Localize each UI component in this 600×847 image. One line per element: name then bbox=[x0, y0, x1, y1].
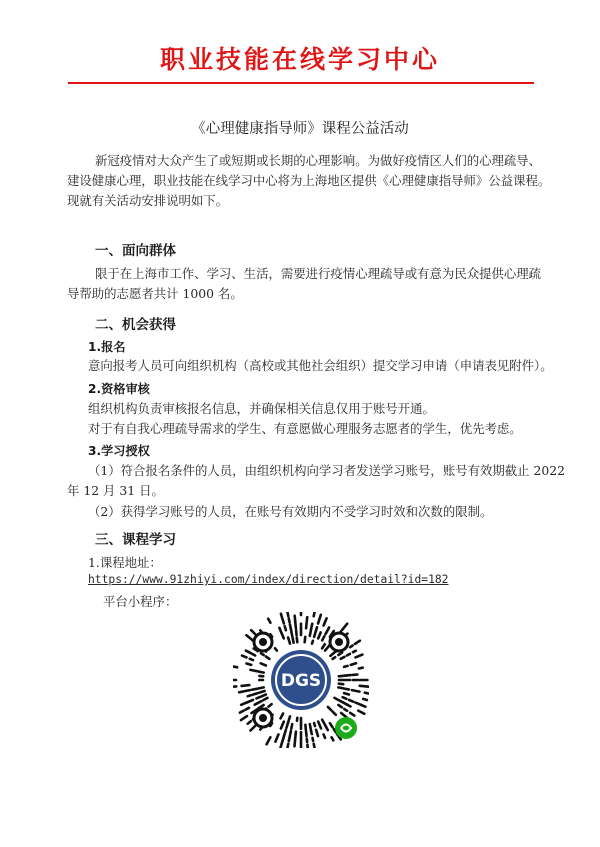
qr-finder-dot bbox=[259, 638, 267, 646]
subheading-review: 2.资格审核 bbox=[88, 382, 150, 396]
course-address-label: 1.课程地址： bbox=[88, 555, 162, 570]
qr-code-mark bbox=[241, 703, 246, 705]
qr-code-mark bbox=[247, 700, 253, 703]
qr-code-mark bbox=[316, 730, 318, 736]
qr-code-mark bbox=[363, 699, 367, 700]
qr-code-mark bbox=[282, 737, 284, 742]
qr-code-mark bbox=[242, 656, 247, 658]
qr-code-mark bbox=[268, 619, 270, 623]
qr-code-mark bbox=[240, 711, 244, 713]
intro-line-3: 现就有关活动安排说明如下。 bbox=[67, 193, 229, 208]
qr-code-mark bbox=[350, 713, 354, 716]
qr-code-mark bbox=[241, 716, 247, 720]
qr-code-mark bbox=[261, 695, 266, 697]
qr-code-mark bbox=[314, 612, 315, 616]
subheading-authorization: 3.学习授权 bbox=[88, 444, 150, 458]
qr-code-mark bbox=[311, 624, 312, 629]
qr-code-mark bbox=[314, 744, 315, 748]
qr-code-mark bbox=[290, 624, 291, 629]
qr-finder-dot bbox=[335, 638, 343, 646]
qr-code-mark bbox=[251, 726, 256, 731]
qr-code-mark bbox=[318, 619, 320, 624]
qr-code-mark bbox=[253, 693, 258, 694]
course-url-link[interactable]: https://www.91zhiyi.com/index/direction/detail?id=182 bbox=[88, 573, 449, 586]
qr-code-mark bbox=[312, 641, 313, 644]
qr-code-mark bbox=[347, 705, 351, 707]
registration-line-1: 意向报考人员可向组织机构（高校或其他社会组织）提交学习申请（申请表见附件）。 bbox=[88, 358, 553, 373]
miniapp-badge-icon bbox=[335, 717, 357, 739]
qr-code-mark bbox=[338, 687, 344, 688]
qr-code-mark bbox=[260, 691, 265, 693]
qr-code-mark bbox=[342, 624, 347, 630]
qr-code-mark bbox=[365, 693, 369, 694]
qr-code-mark bbox=[322, 644, 325, 648]
section-heading-access: 二、机会获得 bbox=[95, 317, 176, 333]
qr-code-mark bbox=[287, 612, 288, 616]
qr-code-mark bbox=[258, 687, 264, 688]
section-heading-audience: 一、面向群体 bbox=[95, 243, 176, 259]
audience-line-2: 导帮助的志愿者共计 1000 名。 bbox=[67, 286, 243, 301]
qr-code-mark bbox=[263, 698, 267, 700]
miniapp-label: 平台小程序： bbox=[103, 594, 178, 609]
qr-code-mark bbox=[275, 735, 278, 742]
qr-code-mark bbox=[339, 684, 343, 685]
qr-code-mark bbox=[281, 722, 284, 729]
qr-code-mark bbox=[296, 630, 297, 635]
qr-code-mark bbox=[332, 737, 334, 740]
qr-code-mark bbox=[279, 628, 281, 632]
audience-line-1: 限于在上海市工作、学习、生活，需要进行疫情心理疏导或有意为民众提供心理疏 bbox=[95, 266, 542, 281]
qr-code-mark bbox=[251, 630, 255, 634]
qr-code-mark bbox=[318, 632, 321, 638]
qr-code-mark bbox=[295, 739, 296, 747]
qr-code-mark bbox=[275, 648, 277, 650]
authorization-line-2: 年 12 月 31 日。 bbox=[67, 483, 164, 498]
qr-code-mark bbox=[328, 707, 332, 711]
intro-line-1: 新冠疫情对大众产生了或短期或长期的心理影响。为做好疫情区人们的心理疏导、 bbox=[95, 153, 542, 168]
title-divider bbox=[68, 82, 534, 84]
authorization-line-1: （1）符合报名条件的人员，由组织机构向学习者发送学习账号，账号有效期截止 2022 bbox=[88, 463, 566, 478]
qr-code-mark bbox=[281, 614, 282, 618]
qr-code-mark bbox=[324, 735, 325, 738]
miniapp-qr-code[interactable] bbox=[233, 612, 369, 748]
qr-finder-dot bbox=[259, 714, 267, 722]
qr-code-mark bbox=[269, 704, 272, 707]
qr-code-mark bbox=[352, 690, 360, 692]
qr-code-mark bbox=[295, 732, 296, 739]
qr-code-mark bbox=[242, 685, 250, 686]
qr-code-mark bbox=[324, 618, 327, 625]
qr-code-mark bbox=[281, 633, 283, 639]
qr-code-mark bbox=[246, 708, 249, 710]
qr-code-mark bbox=[266, 657, 270, 659]
qr-code-mark bbox=[314, 723, 315, 726]
qr-code-mark bbox=[322, 636, 324, 640]
qr-code-mark bbox=[361, 705, 365, 707]
qr-code-mark bbox=[306, 623, 307, 629]
qr-code-mark bbox=[345, 689, 349, 690]
qr-center-text: DGS bbox=[280, 671, 322, 691]
qr-code-mark bbox=[333, 657, 336, 659]
qr-code-mark bbox=[250, 659, 253, 660]
qr-code-mark bbox=[313, 738, 314, 741]
qr-code-mark bbox=[261, 663, 266, 665]
qr-code-mark bbox=[246, 651, 249, 653]
qr-code-mark bbox=[305, 637, 306, 642]
qr-code-mark bbox=[353, 651, 356, 653]
qr-code-mark bbox=[325, 646, 329, 651]
qr-code-mark bbox=[291, 724, 292, 729]
qr-code-mark bbox=[248, 695, 251, 696]
qr-code-mark bbox=[287, 744, 288, 748]
qr-code-mark bbox=[366, 686, 369, 687]
qr-code-mark bbox=[344, 693, 349, 694]
qr-code-mark bbox=[341, 713, 345, 716]
qr-code-mark bbox=[338, 653, 342, 656]
qr-code-mark bbox=[356, 655, 363, 658]
qr-code-mark bbox=[283, 619, 284, 623]
qr-code-mark bbox=[341, 657, 345, 659]
qr-code-mark bbox=[350, 646, 353, 648]
document-title: 《心理健康指导师》课程公益活动 bbox=[191, 121, 409, 137]
qr-code-mark bbox=[316, 627, 317, 630]
section-heading-course: 三、课程学习 bbox=[95, 532, 176, 548]
qr-code-mark bbox=[349, 700, 353, 702]
qr-code-mark bbox=[359, 668, 363, 669]
qr-code-mark bbox=[250, 670, 257, 671]
qr-code-mark bbox=[305, 725, 306, 730]
qr-code-mark bbox=[246, 635, 250, 639]
qr-code-mark bbox=[358, 711, 364, 714]
qr-code-mark bbox=[310, 629, 311, 636]
qr-code-mark bbox=[248, 721, 251, 724]
qr-code-mark bbox=[320, 615, 321, 618]
qr-code-mark bbox=[288, 716, 290, 722]
qr-code-mark bbox=[285, 626, 286, 630]
review-line-1: 组织机构负责审核报名信息，并确保相关信息仅用于账号开通。 bbox=[88, 401, 435, 416]
qr-code-mark bbox=[281, 714, 284, 719]
qr-code-mark bbox=[239, 692, 243, 693]
qr-code-mark bbox=[252, 689, 257, 690]
qr-code-mark bbox=[289, 738, 290, 741]
qr-code-mark bbox=[344, 666, 348, 667]
qr-code-mark bbox=[258, 671, 264, 672]
qr-code-mark bbox=[351, 663, 356, 665]
qr-code-mark bbox=[297, 638, 298, 643]
qr-code-mark bbox=[326, 726, 328, 730]
qr-code-mark bbox=[255, 701, 262, 705]
qr-code-mark bbox=[343, 697, 347, 699]
org-title: 职业技能在线学习中心 bbox=[159, 45, 440, 74]
qr-code-mark bbox=[244, 690, 251, 691]
qr-code-mark bbox=[293, 637, 294, 643]
qr-code-mark bbox=[338, 705, 341, 707]
qr-code-mark bbox=[289, 619, 290, 623]
intro-line-2: 建设健康心理，职业技能在线学习中心将为上海地区提供《心理健康指导师》公益课程。 bbox=[67, 173, 551, 188]
qr-code-mark bbox=[288, 638, 290, 644]
qr-code-mark bbox=[346, 675, 351, 676]
qr-code-mark bbox=[355, 641, 360, 644]
authorization-line-3: （2）获得学习账号的人员，在账号有效期内不受学习时效和次数的限制。 bbox=[88, 504, 493, 519]
qr-code-mark bbox=[360, 686, 366, 687]
qr-code-mark bbox=[287, 723, 288, 728]
qr-code-mark bbox=[314, 631, 316, 637]
qr-code-mark bbox=[347, 654, 350, 656]
qr-code-mark bbox=[247, 664, 252, 665]
qr-code-mark bbox=[344, 709, 347, 711]
qr-code-mark bbox=[311, 731, 312, 734]
qr-code-mark bbox=[267, 737, 271, 744]
qr-code-mark bbox=[280, 742, 282, 748]
qr-code-mark bbox=[326, 628, 330, 635]
qr-code-mark bbox=[333, 712, 336, 715]
qr-code-mark bbox=[257, 697, 260, 698]
qr-code-mark bbox=[233, 666, 237, 667]
qr-code-mark bbox=[330, 723, 333, 727]
review-line-2: 对于有自我心理疏导需求的学生、有意愿做心理服务志愿者的学生，优先考虑。 bbox=[88, 421, 522, 436]
qr-code-mark bbox=[261, 653, 264, 655]
qr-code-mark bbox=[318, 722, 321, 729]
subheading-registration: 1.报名 bbox=[88, 340, 126, 354]
qr-code-mark bbox=[295, 616, 296, 622]
